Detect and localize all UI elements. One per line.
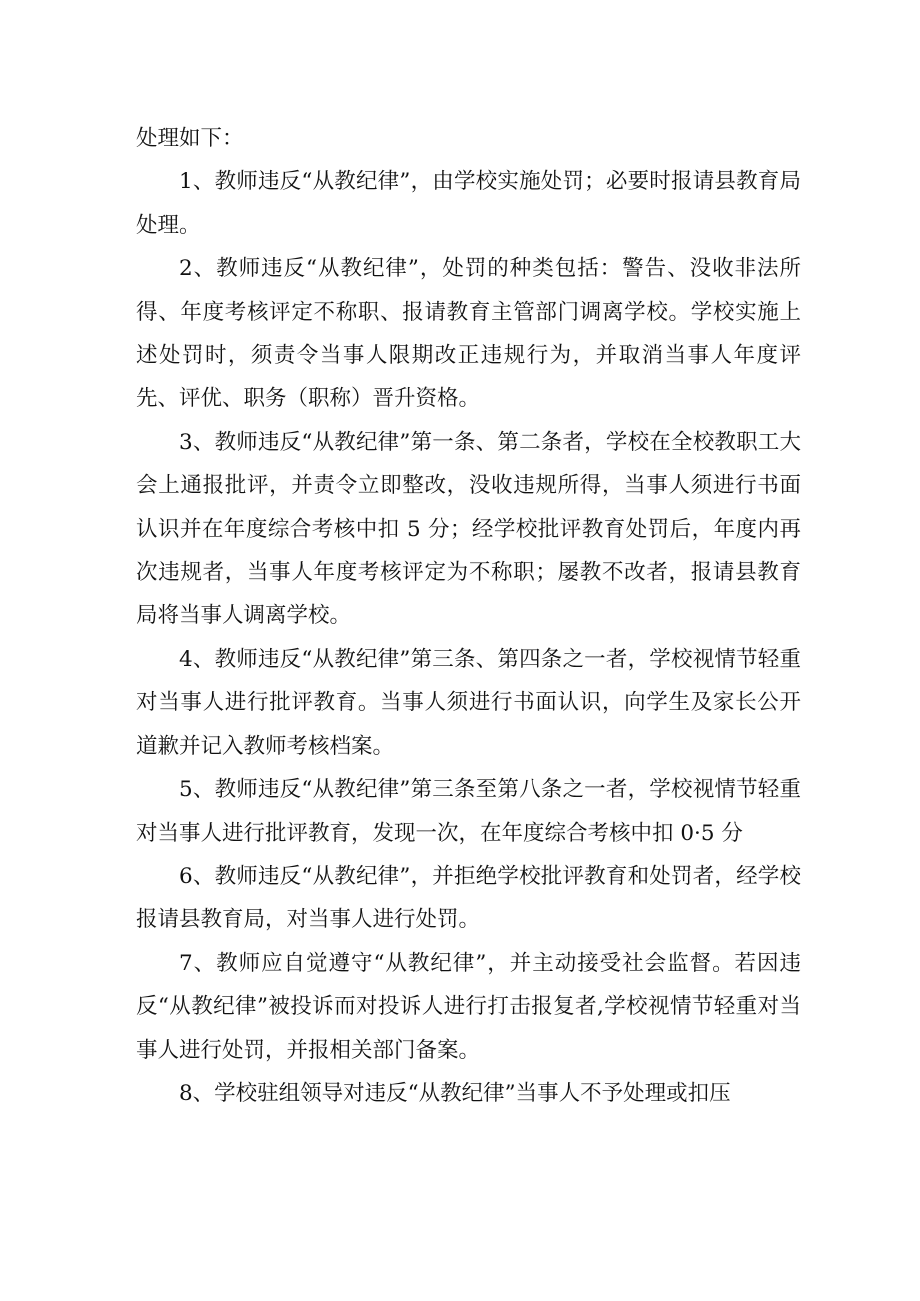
paragraph-item-1: 1、教师违反“从教纪律”，由学校实施处罚；必要时报请县教育局处理。 <box>136 169 801 238</box>
paragraph-item-6: 6、教师违反“从教纪律”，并拒绝学校批评教育和处罚者，经学校报请县教育局，对当事人进行处罚。 <box>136 863 801 933</box>
document-body <box>136 117 801 1115</box>
paragraph-item-3: 3、教师违反“从教纪律”第一条、第二条者，学校在全校教职工大会上通报批评，并责令立即整改，没收违规所得，当事人须进行书面认识并在年度综合考核中扣 5 分；经学校批评教育处罚后，年度内再次违规者，当事人年度考核评定为不称职；屡教不改者，报请县教育局将当事人调离学校。 <box>136 429 801 629</box>
paragraph-item-4: 4、教师违反“从教纪律”第三条、第四条之一者，学校视情节轻重对当事人进行批评教育。当事人须进行书面认识，向学生及家长公开道歉并记入教师考核档案。 <box>136 646 801 759</box>
paragraph-item-7: 7、教师应自觉遵守“从教纪律”，并主动接受社会监督。若因违反“从教纪律”被投诉而对投诉人进行打击报复者,学校视情节轻重对当事人进行处罚，并报相关部门备案。 <box>136 950 801 1063</box>
paragraph-item-2: 2、教师违反“从教纪律”，处罚的种类包括：警告、没收非法所得、年度考核评定不称职、报请教育主管部门调离学校。学校实施上述处罚时，须责令当事人限期改正违规行为，并取消当事人年度评先、评优、职务（职称）晋升资格。 <box>136 256 801 412</box>
paragraph-item-8: 8、学校驻组领导对违反“从教纪律”当事人不予处理或扣压 <box>179 1080 731 1106</box>
paragraph-item-5: 5、教师违反“从教纪律”第三条至第八条之一者，学校视情节轻重对当事人进行批评教育，发现一次，在年度综合考核中扣 0·5 分 <box>136 777 801 846</box>
paragraph-intro: 处理如下： <box>136 126 244 151</box>
